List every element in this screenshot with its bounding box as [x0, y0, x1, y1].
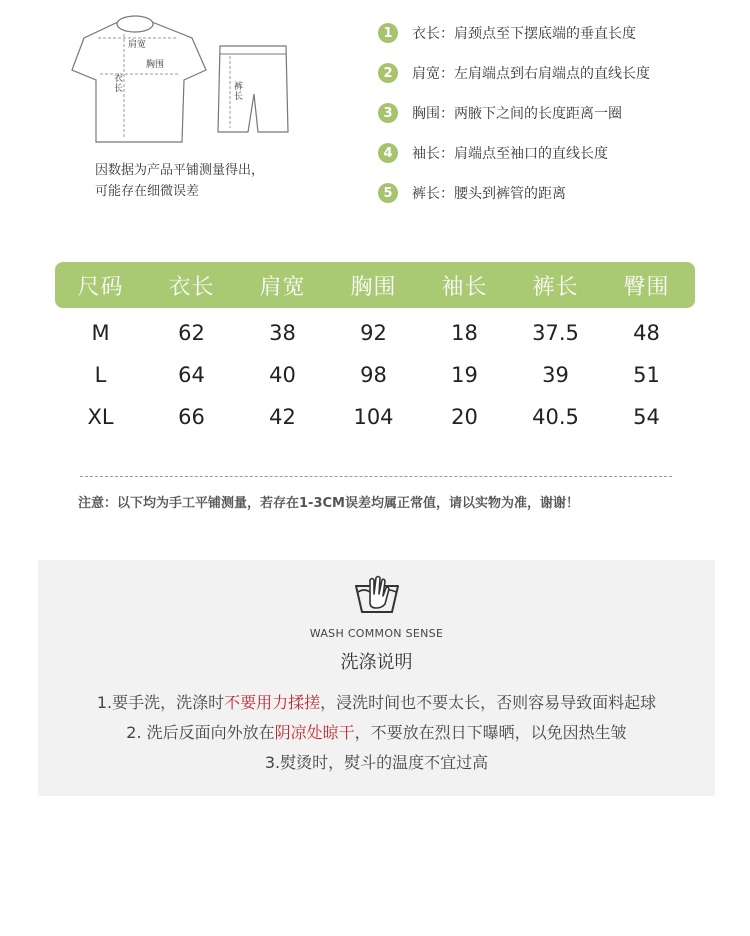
legend-item	[378, 174, 738, 212]
wash-instruction-1	[38, 690, 715, 720]
table-cell: XL	[87, 405, 114, 429]
legend-number-badge: 2	[378, 63, 398, 83]
wash-text: ，不要放在烈日下曝晒，以免因热生皱	[354, 723, 627, 742]
table-cell: 54	[633, 405, 660, 429]
legend-item	[378, 134, 738, 172]
table-cell: 92	[360, 321, 387, 345]
size-table	[55, 262, 695, 438]
legend-text: 袖长：肩端点至袖口的直线长度	[412, 146, 608, 162]
table-cell: L	[94, 363, 107, 387]
table-row	[55, 396, 695, 438]
table-cell: 38	[269, 321, 296, 345]
wash-instruction-3: 3.熨烫时，熨斗的温度不宜过高	[264, 753, 489, 772]
wash-text: 2. 洗后反面向外放在	[126, 723, 275, 742]
diagram-note-line-1: 因数据为产品平铺测量得出，	[95, 163, 265, 178]
header-body-length: 衣长	[168, 274, 215, 300]
table-cell: 37.5	[532, 321, 579, 345]
wash-instruction-2	[38, 720, 715, 750]
body-length-label: 衣长	[114, 74, 124, 94]
table-cell: 40	[269, 363, 296, 387]
table-cell: 42	[269, 405, 296, 429]
header-pants-length: 裤长	[532, 274, 579, 300]
size-diagram	[60, 8, 320, 158]
hand-wash-icon	[352, 572, 402, 616]
table-cell: 51	[633, 363, 660, 387]
wash-title-zh: 洗涤说明	[340, 652, 413, 673]
chest-label: 胸围	[146, 60, 165, 70]
header-size: 尺码	[77, 274, 124, 300]
shoulder-label: 肩宽	[128, 40, 147, 50]
table-cell: 39	[542, 363, 569, 387]
wash-title-en: WASH COMMON SENSE	[309, 627, 444, 640]
legend-number-badge: 5	[378, 183, 398, 203]
legend-text: 胸围：两腋下之间的长度距离一圈	[412, 106, 622, 122]
legend-text: 肩宽：左肩端点到右肩端点的直线长度	[412, 66, 650, 82]
table-cell: 18	[451, 321, 478, 345]
tshirt-outline	[72, 17, 206, 142]
table-cell: 104	[353, 405, 394, 429]
garment-outline-illustration	[60, 8, 320, 158]
table-cell: 40.5	[532, 405, 579, 429]
header-chest: 胸围	[350, 274, 397, 300]
header-sleeve: 袖长	[441, 274, 488, 300]
legend-item	[378, 54, 738, 92]
wash-highlight: 不要用力揉搓	[224, 693, 321, 712]
table-cell: 48	[633, 321, 660, 345]
wash-highlight: 阴凉处晾干	[274, 723, 355, 742]
table-cell: 98	[360, 363, 387, 387]
table-row	[55, 354, 695, 396]
measurement-notice: 注意：以下均为手工平铺测量，若存在1-3CM误差均属正常值，请以实物为准，谢谢！	[78, 496, 579, 511]
pants-length-label: 裤长	[234, 82, 244, 102]
table-row	[55, 312, 695, 354]
legend-number-badge: 3	[378, 103, 398, 123]
table-cell: 64	[178, 363, 205, 387]
legend-item	[378, 14, 738, 52]
table-cell: 20	[451, 405, 478, 429]
tshirt-collar	[117, 16, 153, 32]
diagram-note	[95, 160, 315, 202]
legend-number-badge: 4	[378, 143, 398, 163]
wash-instructions	[38, 560, 715, 796]
table-cell: 66	[178, 405, 205, 429]
wash-text: ，浸洗时间也不要太长，否则容易导致面料起球	[320, 693, 657, 712]
legend-number-badge: 1	[378, 23, 398, 43]
legend-item	[378, 94, 738, 132]
wash-text: 1.要手洗，洗涤时	[96, 693, 225, 712]
measurement-legend	[378, 14, 738, 214]
legend-text: 衣长：肩颈点至下摆底端的垂直长度	[412, 26, 636, 42]
table-cell: 19	[451, 363, 478, 387]
table-cell: M	[91, 321, 110, 345]
diagram-note-line-2: 可能存在细微误差	[95, 184, 200, 199]
table-cell: 62	[178, 321, 205, 345]
dashed-divider	[80, 476, 672, 477]
header-shoulder: 肩宽	[259, 274, 306, 300]
header-hip: 臀围	[623, 274, 670, 300]
legend-text: 裤长：腰头到裤管的距离	[412, 186, 566, 202]
shorts-outline	[218, 46, 288, 132]
size-table-header	[55, 262, 695, 308]
